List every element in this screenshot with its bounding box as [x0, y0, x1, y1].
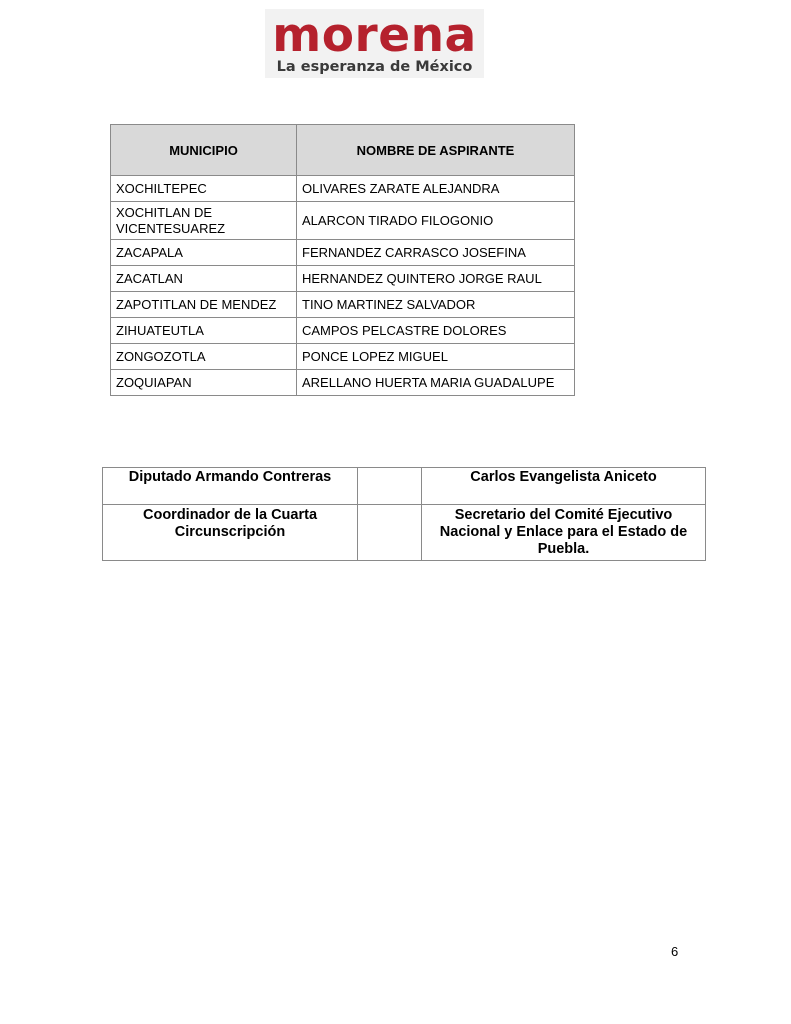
cell-nombre: TINO MARTINEZ SALVADOR — [297, 292, 575, 318]
page-number: 6 — [671, 944, 679, 959]
cell-municipio: ZACATLAN — [111, 266, 297, 292]
cell-nombre: ALARCON TIRADO FILOGONIO — [297, 202, 575, 240]
cell-municipio: ZIHUATEUTLA — [111, 318, 297, 344]
logo-wordmark: morena — [272, 8, 477, 63]
table-row — [111, 240, 575, 266]
cell-municipio: ZAPOTITLAN DE MENDEZ — [111, 292, 297, 318]
table-row — [111, 202, 575, 240]
cell-municipio: ZOQUIAPAN — [111, 370, 297, 396]
cell-municipio: ZACAPALA — [111, 240, 297, 266]
table-header-row — [111, 125, 575, 176]
header-municipio: MUNICIPIO — [111, 125, 297, 176]
signer-left-title: Coordinador de la Cuarta Circunscripción — [103, 505, 358, 561]
table-row — [111, 370, 575, 396]
cell-municipio: XOCHITLAN DE VICENTESUAREZ — [111, 202, 297, 240]
signer-left-name: Diputado Armando Contreras — [103, 468, 358, 505]
table-row — [111, 344, 575, 370]
logo-tagline: La esperanza de México — [276, 59, 473, 75]
aspirantes-table — [110, 124, 575, 396]
cell-municipio: XOCHILTEPEC — [111, 176, 297, 202]
signature-spacer-cell — [358, 468, 422, 505]
table-row — [111, 292, 575, 318]
cell-nombre: CAMPOS PELCASTRE DOLORES — [297, 318, 575, 344]
signatures-table — [102, 467, 706, 561]
header-nombre-aspirante: NOMBRE DE ASPIRANTE — [297, 125, 575, 176]
signature-names-row — [103, 468, 706, 505]
cell-nombre: ARELLANO HUERTA MARIA GUADALUPE — [297, 370, 575, 396]
table-row — [111, 266, 575, 292]
cell-nombre: PONCE LOPEZ MIGUEL — [297, 344, 575, 370]
morena-logo — [265, 9, 484, 78]
cell-nombre: FERNANDEZ CARRASCO JOSEFINA — [297, 240, 575, 266]
signer-right-name: Carlos Evangelista Aniceto — [422, 468, 706, 505]
cell-municipio: ZONGOZOTLA — [111, 344, 297, 370]
signature-spacer-cell — [358, 505, 422, 561]
signature-titles-row — [103, 505, 706, 561]
signer-right-title: Secretario del Comité Ejecutivo Nacional y Enlace para el Estado de Puebla. — [422, 505, 706, 561]
cell-nombre: HERNANDEZ QUINTERO JORGE RAUL — [297, 266, 575, 292]
cell-nombre: OLIVARES ZARATE ALEJANDRA — [297, 176, 575, 202]
table-row — [111, 318, 575, 344]
table-row — [111, 176, 575, 202]
